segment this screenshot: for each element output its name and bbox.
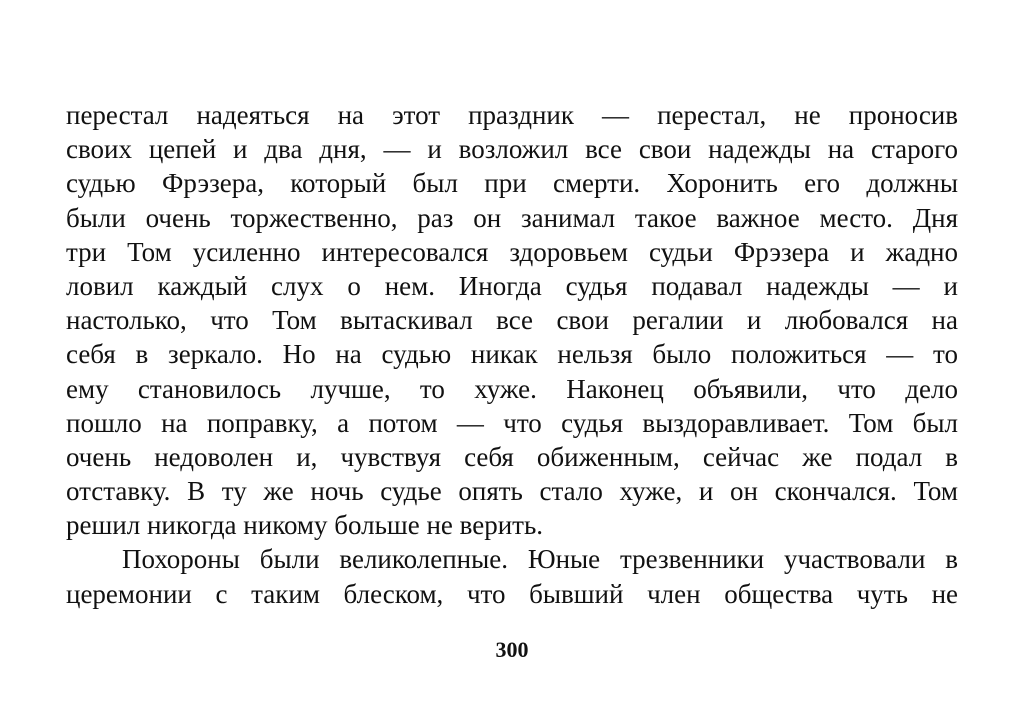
text-line: судью Фрэзера, который был при смерти. Хоронить его должны: [66, 168, 958, 199]
text-line: себя в зеркало. Но на судью никак нельзя было положиться — то: [66, 339, 958, 370]
text-line: три Том усиленно интересовался здоровьем судьи Фрэзера и жадно: [66, 236, 958, 267]
text-line: отставку. В ту же ночь судье опять стало хуже, и он скончался. Том: [66, 476, 958, 507]
paragraph-start-line: Похороны были великолепные. Юные трезвенники участвовали в: [122, 544, 958, 575]
paragraph-end-line: решил никогда никому больше не верить.: [66, 510, 544, 541]
page-number: 300: [495, 637, 529, 662]
text-line: настолько, что Том вытаскивал все свои регалии и любовался на: [66, 305, 958, 336]
body-text: [66, 98, 958, 611]
text-line: перестал надеяться на этот праздник — перестал, не проносив: [66, 100, 958, 130]
text-line: своих цепей и два дня, — и возложил все свои надежды на старого: [66, 134, 958, 165]
text-line: пошло на поправку, а потом — что судья выздоравливает. Том был: [66, 407, 958, 438]
text-line: ему становилось лучше, то хуже. Наконец объявили, что дело: [66, 373, 958, 404]
text-line: очень недоволен и, чувствуя себя обиженным, сейчас же подал в: [66, 441, 958, 472]
text-line: ловил каждый слух о нем. Иногда судья подавал надежды — и: [66, 270, 958, 301]
text-line: были очень торжественно, раз он занимал такое важное место. Дня: [66, 202, 958, 233]
text-line: церемонии с таким блеском, что бывший член общества чуть не: [66, 578, 958, 609]
